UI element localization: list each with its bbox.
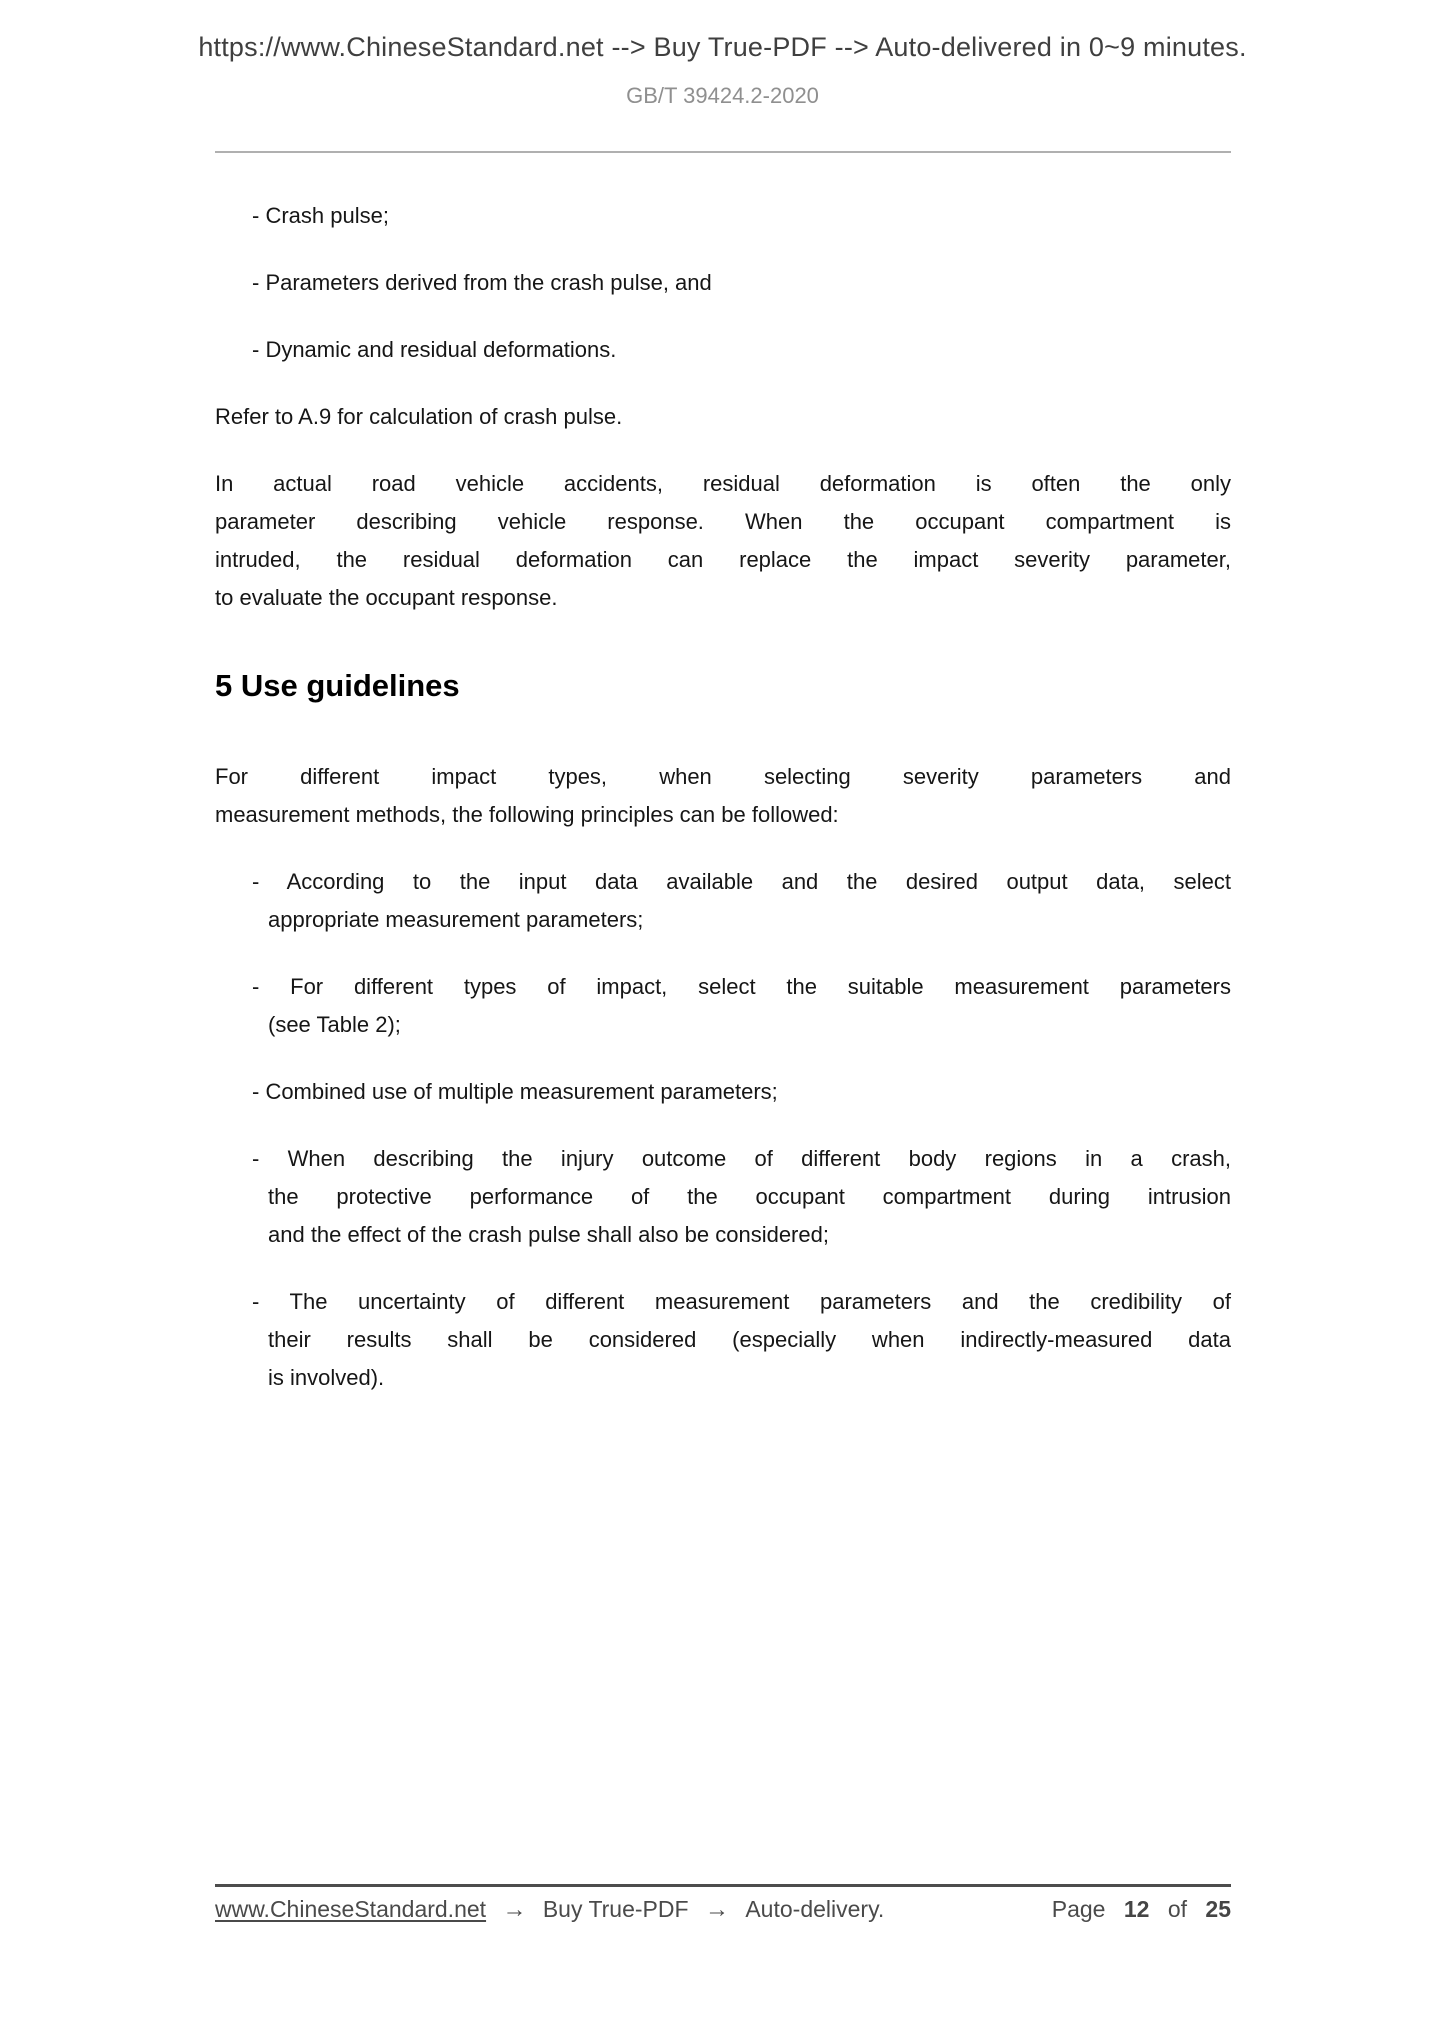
doc-number: GB/T 39424.2-2020 [626, 83, 819, 108]
section-heading: 5 Use guidelines [215, 668, 460, 703]
list-item [215, 331, 1231, 369]
header-divider [215, 151, 1231, 153]
paragraph [215, 758, 1231, 834]
text-line: - The uncertainty of different measurement parameters and the credibility of [252, 1289, 1231, 1314]
text-line: the protective performance of the occupant compartment during intrusion [268, 1184, 1231, 1209]
list-item [215, 197, 1231, 235]
header-banner: https://www.ChineseStandard.net --> Buy True-PDF --> Auto-delivered in 0~9 minutes. [198, 32, 1247, 62]
text-line: intruded, the residual deformation can replace the impact severity parameter, [215, 547, 1231, 572]
text-line: - For different types of impact, select the suitable measurement parameters [252, 974, 1231, 999]
page-label: Page [1051, 1896, 1106, 1922]
text-line: - Crash pulse; [252, 203, 389, 228]
text-line: parameter describing vehicle response. When the occupant compartment is [215, 509, 1231, 534]
text-line: Refer to A.9 for calculation of crash pulse. [215, 404, 623, 429]
page-current-number: 12 [1123, 1896, 1150, 1922]
text-line: - According to the input data available and the desired output data, select [252, 869, 1231, 894]
paragraph [215, 465, 1231, 617]
list-item [215, 968, 1231, 1044]
page-indicator [1052, 1896, 1231, 1923]
list-item [215, 1140, 1231, 1254]
text-line: to evaluate the occupant response. [215, 585, 558, 610]
text-line: appropriate measurement parameters; [268, 907, 644, 932]
text-line: For different impact types, when selecting severity parameters and [215, 764, 1231, 789]
right-arrow-icon: → [502, 1896, 527, 1923]
page-footer [215, 1884, 1231, 1924]
text-line: is involved). [268, 1365, 385, 1390]
text-line: - When describing the injury outcome of different body regions in a crash, [252, 1146, 1231, 1171]
text-line: measurement methods, the following principles can be followed: [215, 802, 839, 827]
of-label: of [1167, 1896, 1188, 1922]
footer-site-link[interactable]: www.ChineseStandard.net [215, 1896, 487, 1922]
text-line: - Combined use of multiple measurement parameters; [252, 1079, 778, 1104]
list-item [215, 863, 1231, 939]
paragraph [215, 398, 1231, 436]
right-arrow-icon: → [704, 1896, 729, 1923]
list-item [215, 1073, 1231, 1111]
text-line: (see Table 2); [268, 1012, 401, 1037]
list-item [215, 1283, 1231, 1397]
footer-left [215, 1896, 884, 1924]
text-line: and the effect of the crash pulse shall also be considered; [268, 1222, 829, 1247]
footer-tagline: Buy True-PDF [542, 1896, 689, 1922]
footer-delivery: Auto-delivery. [745, 1896, 885, 1922]
text-line: - Parameters derived from the crash pulse, and [252, 270, 712, 295]
document-body [215, 197, 1231, 1397]
page-total-number: 25 [1205, 1896, 1231, 1922]
text-line: In actual road vehicle accidents, residual deformation is often the only [215, 471, 1231, 496]
text-line: their results shall be considered (especially when indirectly-measured data [268, 1327, 1231, 1352]
list-item [215, 264, 1231, 302]
text-line: - Dynamic and residual deformations. [252, 337, 617, 362]
